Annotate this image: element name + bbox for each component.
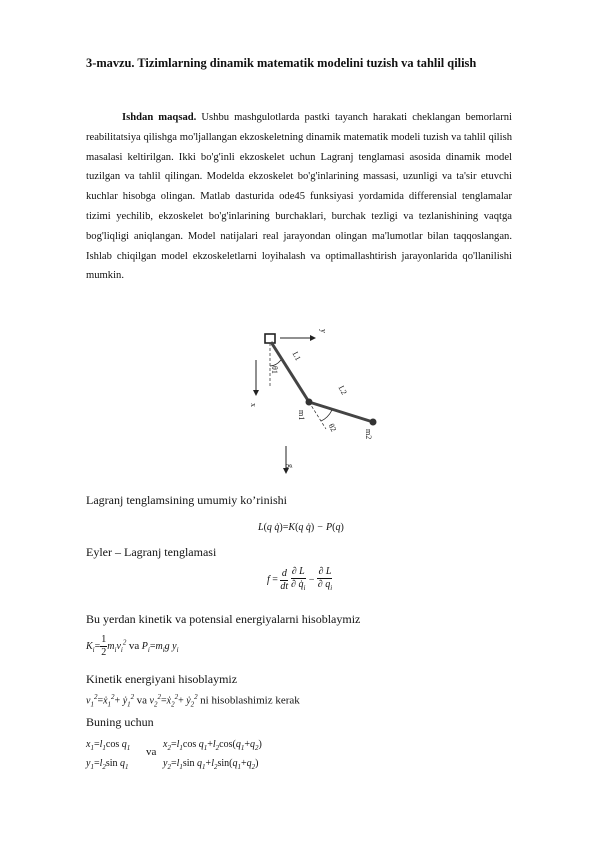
section-euler-lagrange: Eyler – Lagranj tenglamasi bbox=[86, 545, 217, 559]
connector-va-1: va bbox=[128, 639, 140, 652]
two-link-exoskeleton-diagram bbox=[246, 324, 386, 480]
link-2 bbox=[309, 402, 373, 422]
l1-label: L1 bbox=[290, 350, 303, 363]
connector-va-3: va bbox=[146, 746, 157, 758]
lagrangian-equation: L(q q̇)=K(q q̇) − P(q) bbox=[258, 522, 344, 533]
coordinates-link2: $x_2=l_1\cos$ $q_1+l_2\cos(q_1+q_2)$ $y_2=l_1\sin$ $q_1+l_2\sin(q_1+q_2)$ bbox=[163, 739, 262, 771]
theta1-label: θ1 bbox=[270, 366, 279, 374]
m1-label: m1 bbox=[297, 410, 306, 421]
theta2-label: θ2 bbox=[326, 422, 339, 434]
abstract-paragraph bbox=[86, 108, 512, 286]
section-for: Buning uchun bbox=[86, 715, 154, 729]
page-title: 3-mavzu. Tizimlarning dinamik matematik modelini tuzish va tahlil qilish bbox=[86, 56, 477, 70]
y-axis-label: y bbox=[319, 329, 328, 333]
mass-2 bbox=[370, 419, 377, 426]
pivot-support bbox=[265, 334, 275, 343]
mass-1 bbox=[306, 399, 313, 406]
connector-va-2: va bbox=[136, 694, 148, 707]
section-kinetic-calc: Kinetik energiyani hisoblaymiz bbox=[86, 672, 238, 686]
x-axis-label: x bbox=[249, 403, 258, 407]
section-kinetic-potential: Bu yerdan kinetik va potensial energiyalarni hisoblaymiz bbox=[86, 612, 361, 626]
velocity-equation: $v_1^2=ẋ_1^2+$ ẏ$_1^2$ va $v_2^2=ẋ_2^2+$ ẏ$_2^2$ ni hisoblashimiz kerak bbox=[86, 693, 300, 709]
abstract-text: Ushbu mashgulotlarda pastki tayanch harakati cheklangan bemorlarni reabilitatsiya qilishga mo'ljallangan ekzoskeletning dinamik matematik modeli tuzish va tahlil qilish masalasi keltirilgan. Ikki bo'g'inli ekzoskelet uchun Lagranj tenglamasi asosida dinamik model tuzilgan va tahlil qilingan. Modelda ekzoskelet bo'g'inlarining massasi, uzunligi va ta'sir etuvchi kuchlar hisobga olingan. Matlab dasturida ode45 funksiyasi yordamida differensial tenglamalar tizimi yechilib, ekzoskelet bo'g'inlarining burchaklari, burchak tezligi va tezlanishining vaqtga bog'liqligi aniqlangan. Model natijalari real jarayondan olingan ma'lumotlar bilan taqqoslangan. Ishlab chiqilgan model ekzoskeletlarni loyihalash va optimallashtirish jarayonlarida qo'llanilishi mumkin. bbox=[86, 112, 512, 282]
gravity-label: g bbox=[286, 464, 295, 468]
m2-label: m2 bbox=[364, 429, 373, 440]
coordinates-link1: $x_1=l_1\cos$ $q_1$ $y_1=l_2\sin$ $q_1$ bbox=[86, 739, 131, 771]
velocity-note: ni hisoblashimiz kerak bbox=[200, 694, 300, 707]
euler-lagrange-equation: f = $\frac{d}{dt}$ $\frac{\partial L}{\partial q̇_i}$ − $\frac{\partial L}{\partial q_i}$ bbox=[267, 566, 333, 592]
energy-definitions: $K_i=$ $\frac{1}{2}$ $m_iv_i^2$ va $P_i=m_ig$ $y_i$ bbox=[86, 634, 179, 658]
section-lagrange-general: Lagranj tenglamsining umumiy ko’rinishi bbox=[86, 493, 287, 507]
theta2-arc bbox=[321, 410, 332, 421]
l2-label: L2 bbox=[336, 384, 349, 397]
abstract-lead: Ishdan maqsad. bbox=[122, 112, 197, 123]
